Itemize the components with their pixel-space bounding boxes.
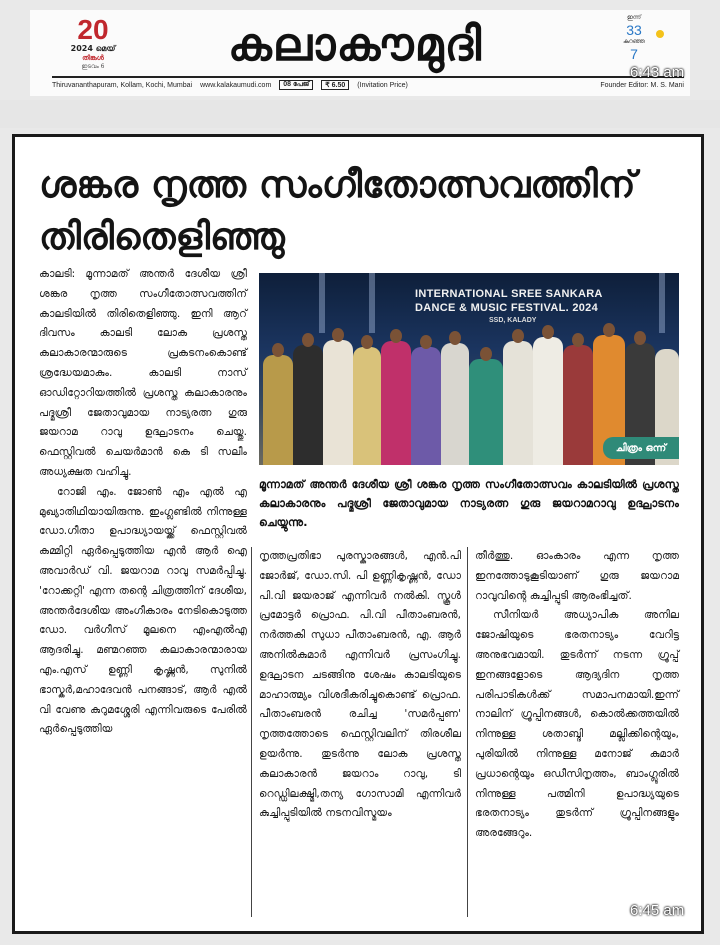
- person-head: [634, 331, 646, 345]
- price: ₹ 6.50: [321, 80, 349, 90]
- person-head: [449, 331, 461, 345]
- paragraph: തീർത്തു. ഓംകാരം എന്ന നൃത്ത ഇനത്തോടുകൂടിയാണ് ഗുരു ജയറാമ റാവുവിന്റെ കുച്ചിപ്പുടി ആരംഭിച്ചത്.: [475, 550, 679, 602]
- photo-label: ചിത്രം ഒന്ന്: [603, 437, 679, 459]
- person-head: [603, 323, 615, 337]
- banner-line-2: DANCE & MUSIC FESTIVAL. 2024: [415, 302, 599, 314]
- newspaper-logo: കലാകൗമുദി: [227, 17, 483, 71]
- paragraph: റോജി എം. ജോൺ എം എൽ എ മുഖ്യാതിഥിയായിരുന്നു. ഇംഗ്ലണ്ടിൽ നിന്നുള്ള ഡോ.ഗീതാ ഉപാദ്ധ്യായയ്ക്ക് ഫെസ്റ്റിവൽ കമ്മിറ്റി ഏർപ്പെടുത്തിയ എൻ ആർ ഐ അവാർഡ് വി. ജയറാമ റാവു സമർപ്പിച്ചു. 'റോക്കറ്റി' എന്ന തന്റെ ചിത്രത്തിന് ദേശീയ, അന്തർദേശീയ അംഗീകാരം നേടികൊടുത്ത ഡോ. വർഗീസ് മൂലനെ എംഎൽഎ ആദരിച്ചു. മണ്മറഞ്ഞ കലാകാരന്മാരായ എം.എസ് ഉണ്ണി കൃഷ്ണൻ, സുനിൽ ഭാസ്കർ,മഹാദേവൻ പനങ്ങാട്, ആർ എൽ വി വേണു കുറുമശ്ശേരി എന്നിവരുടെ പേരിൽ ഏർപ്പെടുത്തിയ: [39, 485, 247, 736]
- person-head: [542, 325, 554, 339]
- masthead-info-bar: [52, 76, 684, 90]
- article-photo: [259, 273, 679, 465]
- date-block: [68, 16, 118, 71]
- temp-high: 33: [626, 22, 642, 38]
- temp-low: 7: [630, 46, 638, 62]
- person-head: [420, 335, 432, 349]
- paragraph: നൃത്തപ്രതിഭാ പുരസ്കാരങ്ങൾ, എൻ.പി ജോർജ്, ഡോ.സി. പി ഉണ്ണികൃഷ്ണൻ, ഡോ പി.വി ജയരാജ് എന്നിവർ നൽകി. സ്കൂൾ പ്രമോട്ടർ പ്രൊഫ. പി.വി പീതാംബരൻ, നർത്തകി സുധാ പീതാംബരൻ, എ. ആർ അനിൽകുമാർ എന്നിവർ പ്രസംഗിച്ചു. ഉദ്ഘാടന ചടങ്ങിനു ശേഷം കാലടിയുടെ മാഹാത്മ്യം വിശദീകരിച്ചുകൊണ്ട് പ്രൊഫ. പീതാംബരൻ രചിച്ച 'സമർപ്പണ' നൃത്തത്തോടെ ഫെസ്റ്റിവലിന് തിരശീല ഉയർന്നു. തുടർന്നു ലോക പ്രശസ്ത കലാകാരൻ ജയറാം റാവു, ടി റെഡ്ഡിലക്ഷ്മി,തന്യ ഗോസാമി എന്നിവർ കുച്ചിപ്പുടിയിൽ നടനവിസ്മയം: [259, 550, 461, 820]
- banner-subtitle: SSD, KALADY: [489, 317, 537, 324]
- date-year-month: 2024 മെയ്: [70, 44, 116, 53]
- article-column-1: [39, 265, 247, 740]
- sun-icon: [656, 30, 664, 38]
- news-article: [12, 134, 704, 934]
- person-head: [390, 329, 402, 343]
- person: [263, 355, 293, 465]
- column-divider: [251, 547, 252, 917]
- page-gap: [0, 100, 720, 128]
- person: [411, 347, 441, 465]
- photo-banner: [415, 287, 665, 315]
- person-head: [572, 333, 584, 347]
- person-head: [480, 347, 492, 361]
- column-divider: [467, 547, 468, 917]
- article-column-3: [475, 547, 679, 844]
- article-column-2: [259, 547, 461, 824]
- date-weekday: തിങ്കൾ: [82, 54, 104, 62]
- edition-cities: Thiruvananthapuram, Kollam, Kochi, Mumbai: [52, 81, 193, 89]
- founder-editor: Founder Editor: M. S. Mani: [600, 81, 684, 89]
- person-head: [332, 328, 344, 342]
- website-link[interactable]: www.kalakaumudi.com: [200, 81, 272, 89]
- stage-light: [319, 273, 325, 333]
- person-head: [272, 343, 284, 357]
- person: [503, 341, 533, 465]
- weather-low-label: കുറഞ്ഞ: [623, 38, 645, 45]
- person: [533, 337, 563, 465]
- person: [381, 341, 411, 465]
- article-headline: ശങ്കര നൃത്ത സംഗീതോത്സവത്തിന് തിരിതെളിഞ്ഞു: [39, 163, 636, 258]
- person-head: [512, 329, 524, 343]
- stage-light: [369, 273, 375, 333]
- masthead: [30, 10, 690, 96]
- weather-block: [610, 14, 658, 62]
- photo-caption: മൂന്നാമത് അന്തർ ദേശീയ ശ്രീ ശങ്കര നൃത്ത സംഗീതോത്സവം കാലടിയിൽ പ്രശസ്ത കലാകാരനും പദ്മശ്രീ ജേതാവുമായ നാട്യരത്ന ഗുരു ജയറാമറാവു ഉദ്ഘാടനം ചെയ്യുന്നു.: [259, 478, 679, 529]
- date-day: 20: [77, 14, 109, 45]
- paragraph: കാലടി: മൂന്നാമത് അന്തർ ദേശീയ ശ്രീ ശങ്കര നൃത്ത സംഗീതോത്സവത്തിന് കാലടിയിൽ തിരിതെളിഞ്ഞു. ഇനി ആറ് ദിവസം കാലടി ലോക പ്രശസ്ത കലാകാരന്മാരുടെ പ്രകടനംകൊണ്ട് ശ്രദ്ധേയമാകും. കാലടി നാസ് ഓഡിറ്റോറിയത്തിൽ പ്രശസ്ത കലാകാരനും പദ്മശ്രീ ജേതാവുമായ നാട്യരത്ന ഗുരു ജയറാമ റാവു ഉദ്ഘാടനം ചെയ്തു. ഫെസ്റ്റിവൽ ചെയർമാൻ കെ ടി സലീം അധ്യക്ഷത വഹിച്ചു.: [39, 268, 247, 478]
- person-head: [361, 335, 373, 349]
- person: [441, 343, 469, 465]
- page-count: 08 പേജ്: [279, 80, 313, 90]
- person: [293, 345, 323, 465]
- weather-today-label: ഇന്ന്: [627, 14, 641, 21]
- person: [323, 340, 353, 465]
- person: [353, 347, 381, 465]
- person-head: [302, 333, 314, 347]
- malayalam-date: ഇടവം 6: [81, 63, 105, 70]
- timestamp-bottom: 6:45 am: [630, 902, 685, 919]
- person: [469, 359, 503, 465]
- person: [563, 345, 593, 465]
- paragraph: സീനിയർ അധ്യാപിക അനില ജോഷിയുടെ ഭരതനാട്യം വേറിട്ട അനുഭവമായി. തുടർന്ന് നടന്ന ഗ്രൂപ്പ് ഇനങ്ങളോടെ ആദ്യദിന നൃത്ത പരിപാടികൾക്ക് സമാപനമായി.ഇന്ന് നാലിന് ഗ്രൂപ്പിനങ്ങൾ, കൊൽക്കത്തയിൽ നിന്നുള്ള ശതാബ്ദി മല്ലിക്കിന്റെയും, പുരിയിൽ നിന്നുള്ള മനോജ് കുമാർ പ്രധാന്റെയും ഒഡീസിനൃത്തം, ബാംഗ്ലൂരിൽ നിന്നുള്ള പത്മിനി ഉപാദ്ധ്യയുടെ ഭരതനാട്യം തുടർന്ന് ഗ്രൂപ്പിനങ്ങളും അരങ്ങേറും.: [475, 609, 679, 840]
- banner-line-1: INTERNATIONAL SREE SANKARA: [415, 288, 603, 300]
- timestamp-top: 6:43 am: [630, 64, 685, 81]
- price-note: (Invitation Price): [357, 81, 408, 89]
